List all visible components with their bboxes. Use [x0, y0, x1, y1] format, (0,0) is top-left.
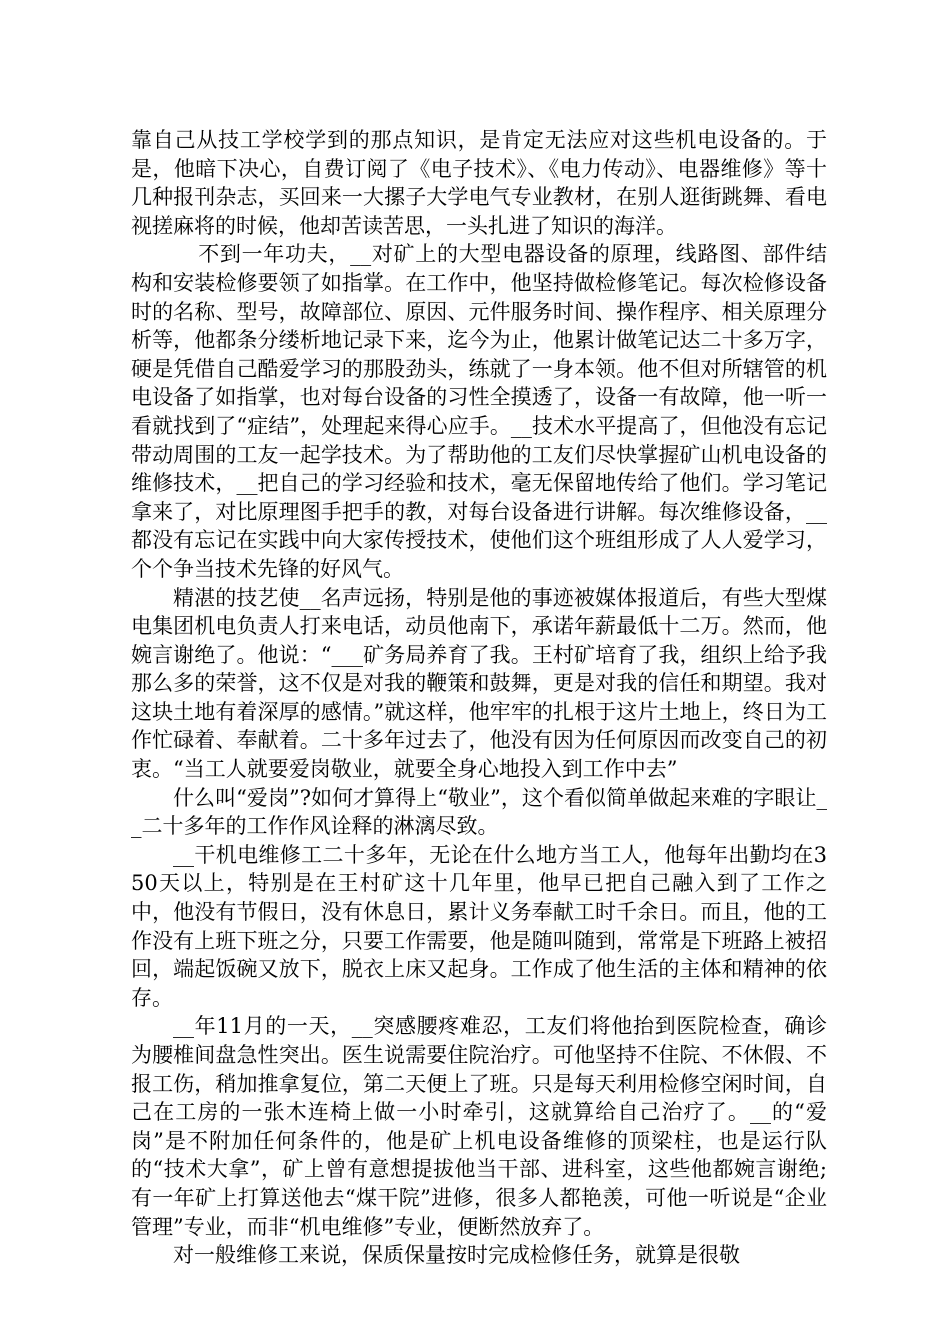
paragraph-2: 不到一年功夫，__对矿上的大型电器设备的原理，线路图、部件结构和安装检修要领了如指掌。在工作中，他坚持做检修笔记。每次检修设备时的名称、型号，故障部位、原因、元件服务时间、操作程序、相关原理分析等，他都条分缕析地记录下来，迄今为止，他累计做笔记达二十多万字，硬是凭借自己酷爱学习的那股劲头，练就了一身本领。他不但对所辖管的机电设备了如指掌，也对每台设备的习性全摸透了，设备一有故障，他一听一看就找到了“症结”，处理起来得心应手。__技术水平提高了，但他没有忘记带动周围的工友一起学技术。为了帮助他的工友们尽快掌握矿山机电设备的维修技术，__把自己的学习经验和技术，毫无保留地传给了他们。学习笔记拿来了，对比原理图手把手的教，对每台设备进行讲解。每次维修设备，__都没有忘记在实践中向大家传授技术，使他们这个班组形成了人人爱学习，个个争当技术先锋的好风气。 [131, 242, 827, 581]
paragraph-3: 精湛的技艺使__名声远扬，特别是他的事迹被媒体报道后，有些大型煤电集团机电负责人打来电话，动员他南下，承诺年薪最低十二万。然而，他婉言谢绝了。他说：“___矿务局养育了我。王村矿培育了我，组织上给予我那么多的荣誉，这不仅是对我的鞭策和鼓舞，更是对我的信任和期望。我对这块土地有着深厚的感情。”就这样，他牢牢的扎根于这片土地上，终日为工作忙碌着、奉献着。二十多年过去了，他没有因为任何原因而改变自己的初衷。“当工人就要爱岗敬业，就要全身心地投入到工作中去” [131, 585, 827, 782]
paragraph-4: 什么叫“爱岗”?如何才算得上“敬业”，这个看似简单做起来难的字眼让__二十多年的工作作风诠释的淋漓尽致。 [131, 785, 827, 839]
paragraph-6: __年11月的一天，__突感腰疼难忍，工友们将他抬到医院检查，确诊为腰椎间盘急性突出。医生说需要住院治疗。可他坚持不住院、不休假、不报工伤，稍加推拿复位，第二天便上了班。只是每天利用检修空闲时间，自己在工房的一张木连椅上做一小时牵引，这就算给自己治疗了。__的“爱岗”是不附加任何条件的，他是矿上机电设备维修的顶梁柱，也是运行队的“技术大拿”，矿上曾有意想提拔他当干部、进科室，这些他都婉言谢绝;有一年矿上打算送他去“煤干院”进修，很多人都艳羡，可他一听说是“企业管理”专业，而非“机电维修”专业，便断然放弃了。 [131, 1014, 827, 1239]
body-text [131, 126, 827, 1270]
paragraph-7: 对一般维修工来说，保质保量按时完成检修任务，就算是很敬 [173, 1243, 740, 1268]
paragraph-1: 靠自己从技工学校学到的那点知识，是肯定无法应对这些机电设备的。于是，他暗下决心，自费订阅了《电子技术》、《电力传动》、电器维修》等十几种报刊杂志，买回来一大摞子大学电气专业教材，在别人逛街跳舞、看电视搓麻将的时候，他却苦读苦思，一头扎进了知识的海洋。 [131, 128, 827, 238]
paragraph-5: __干机电维修工二十多年，无论在什么地方当工人，他每年出勤均在350天以上，特别是在王村矿这十几年里，他早已把自己融入到了工作之中，他没有节假日，没有休息日，累计义务奉献工时千余日。而且，他的工作没有上班下班之分，只要工作需要，他是随叫随到，常常是下班路上被招回，端起饭碗又放下，脱衣上床又起身。工作成了他生活的主体和精神的依存。 [131, 842, 827, 1010]
